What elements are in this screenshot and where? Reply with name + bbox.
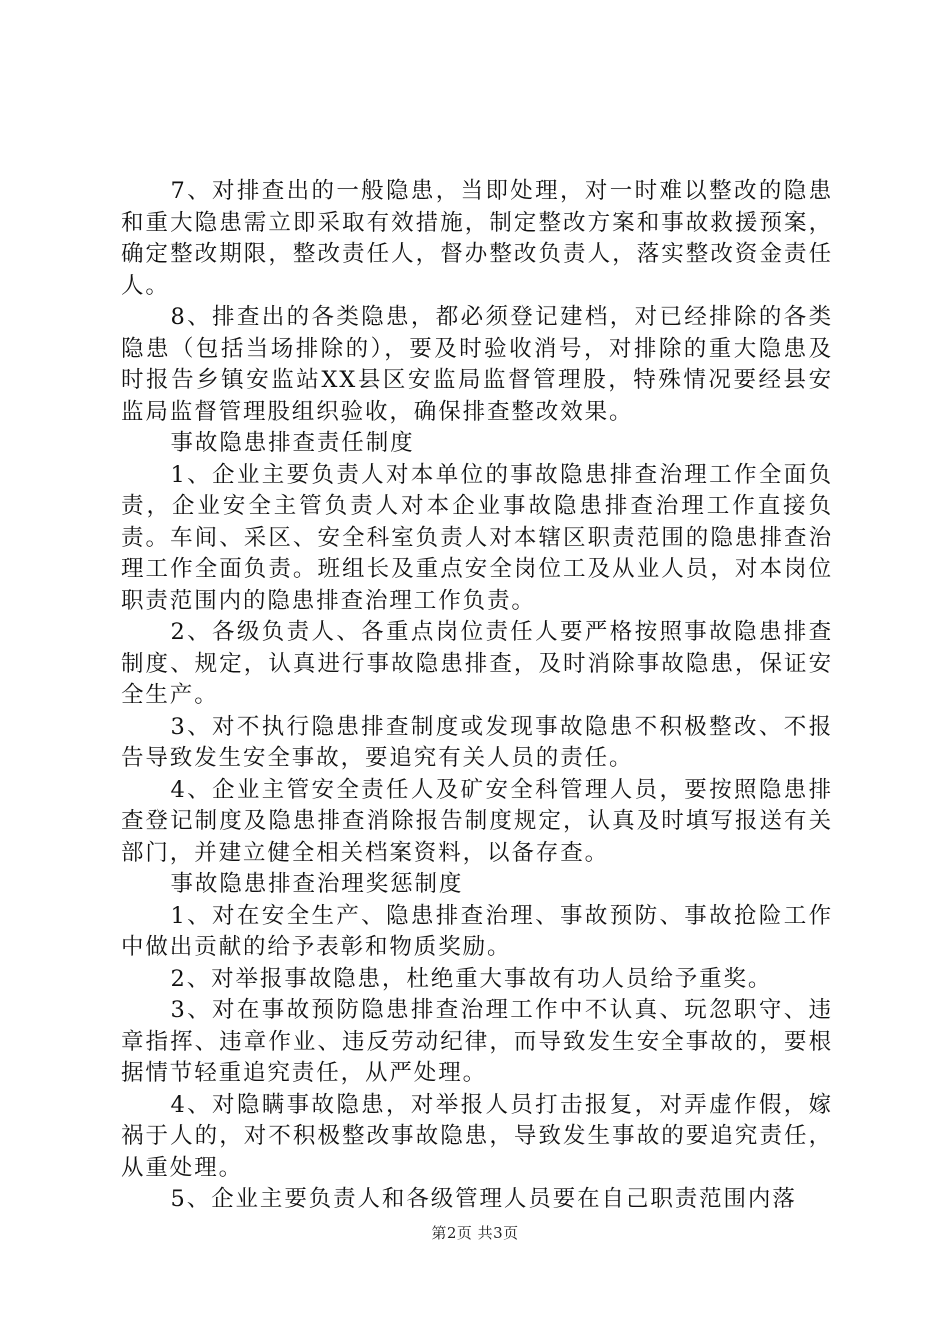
paragraph-responsibility-1: 1、企业主要负责人对本单位的事故隐患排查治理工作全面负责，企业安全主管负责人对本企业事故隐患排查治理工作直接负责。车间、采区、安全科室负责人对本辖区职责范围的隐患排查治理工作全面负责。班组长及重点安全岗位工及从业人员，对本岗位职责范围内的隐患排查治理工作负责。 (121, 461, 833, 614)
document-body (121, 176, 833, 1216)
paragraph-rewards-2: 2、对举报事故隐患，杜绝重大事故有功人员给予重奖。 (170, 965, 773, 992)
paragraph-item-7: 7、对排查出的一般隐患，当即处理，对一时难以整改的隐患和重大隐患需立即采取有效措施，制定整改方案和事故救援预案，确定整改期限，整改责任人，督办整改负责人，落实整改资金责任人。 (121, 178, 833, 299)
paragraph-item-8: 8、排查出的各类隐患，都必须登记建档，对已经排除的各类隐患（包括当场排除的），要及时验收消号，对排除的重大隐患及时报告乡镇安监站XX县区安监局监督管理股，特殊情况要经县安监局监督管理股组织验收，确保排查整改效果。 (121, 304, 833, 425)
paragraph-rewards-4: 4、对隐瞒事故隐患，对举报人员打击报复，对弄虚作假，嫁祸于人的，对不积极整改事故隐患，导致发生事故的要追究责任，从重处理。 (121, 1091, 833, 1181)
paragraph-responsibility-2: 2、各级负责人、各重点岗位责任人要严格按照事故隐患排查制度、规定，认真进行事故隐患排查，及时消除事故隐患，保证安全生产。 (121, 619, 833, 708)
paragraph-responsibility-3: 3、对不执行隐患排查制度或发现事故隐患不积极整改、不报告导致发生安全事故，要追究有关人员的责任。 (121, 713, 833, 771)
paragraph-rewards-3: 3、对在事故预防隐患排查治理工作中不认真、玩忽职守、违章指挥、违章作业、违反劳动纪律，而导致发生安全事故的，要根据情节轻重追究责任，从严处理。 (121, 997, 833, 1086)
section-heading-rewards: 事故隐患排查治理奖惩制度 (170, 871, 464, 897)
paragraph-rewards-5: 5、企业主要负责人和各级管理人员要在自己职责范围内落 (170, 1186, 797, 1212)
paragraph-rewards-1: 1、对在安全生产、隐患排查治理、事故预防、事故抢险工作中做出贡献的给予表彰和物质奖励。 (121, 902, 833, 960)
page-number: 第2页 共3页 (431, 1224, 519, 1242)
paragraph-responsibility-4: 4、企业主管安全责任人及矿安全科管理人员，要按照隐患排查登记制度及隐患排查消除报告制度规定，认真及时填写报送有关部门，并建立健全相关档案资料，以备存查。 (121, 776, 833, 866)
section-heading-responsibility: 事故隐患排查责任制度 (170, 430, 415, 456)
